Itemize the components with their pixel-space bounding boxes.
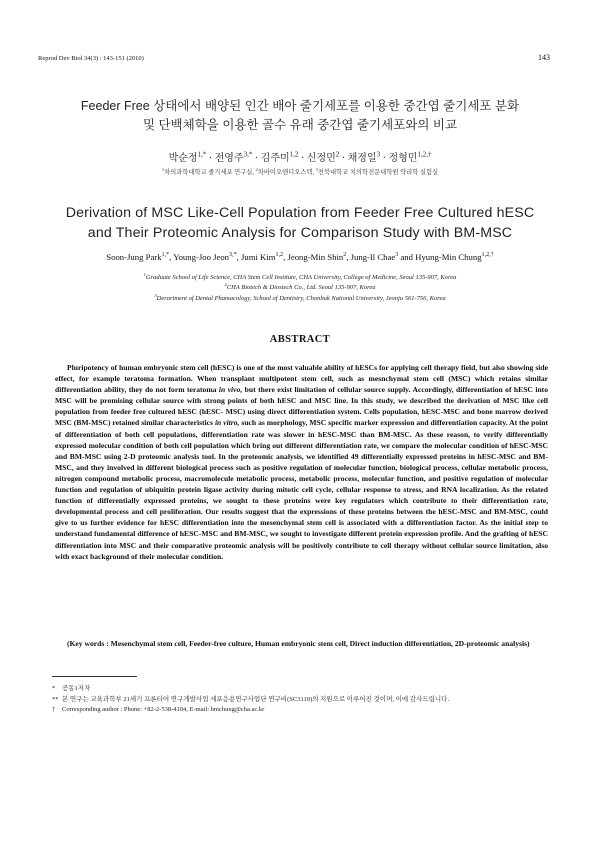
footnote: * 공동1저자 bbox=[52, 685, 91, 692]
english-author: Young-Joo Jeon$^{3,*}$ bbox=[173, 252, 237, 262]
english-affiliations bbox=[30, 273, 570, 304]
english-author-list: Soon-Jung Park$^{1,*}$, Young-Joo Jeon$^{3,*}$, Jumi Kim$^{1,2}$, Jeong-Min Shin$^2$, Jung-Il Chae$^3$ and Hyung-Min Chung$^{1,2,\dagger}$ bbox=[106, 252, 494, 262]
keywords-label: (Key words : bbox=[67, 639, 111, 648]
korean-author: 신정민$^2$ bbox=[306, 150, 340, 164]
english-title bbox=[30, 204, 570, 243]
korean-author: 김주미$^{1,2}$ bbox=[260, 150, 299, 164]
journal-citation: Reprod Dev Biol 34(3) : 143-151 (2010) bbox=[38, 55, 144, 62]
english-author: Jung-Il Chae$^3$ bbox=[350, 252, 399, 262]
affiliation: $^3$Derartment of Dental Phamacology, School of Dentistry, Chonbuk National University, Jeonju 561-756, Korea bbox=[154, 292, 446, 302]
footnote-corresponding-author: † Corresponding author : Phone: +82-2-538-4104, E-mail: hmchung@cha.ac.kr bbox=[52, 706, 265, 714]
abstract-body: Pluripotency of human embryonic stem cell (hESC) is one of the most valuable ability of hESCs for applying cell therapy field, but also showing side effect, for example teratoma formation. When transplant multipotent stem cell, such as mesnchymal stem cell (MSC) which retains similar differentiation ability, they do not form teratoma in vivo, but there exist limitation of cellular source supply. Accordingly, differentiation of hESC into MSC will be promising cellular source with strong points of both hESC and MSC line. In this study, we described the derivation of MSC like cell population from feeder free cultured hESC (hESC- MSC) using direct differentiation system. Cells population, hESC-MSC and bone marrow derived MSC (BM-MSC) retained similar characteristics in vitro, such as morphology, MSC specific marker expression and differentiation capacity. At the point of differentiation of both cell populations, differentiation rate was slower in hESC-MSC than BM-MSC. As these reason, to verify differentially expressed molecular condition of both cell population which bring out different differentiation rate, we compare the molecular condition of hESC-MSC and BM-MSC using 2-D proteomic analysis tool. In the proteomic analysis, we identified 49 differentially expressed proteins in hESC-MSC and BM-MSC, and they involved in different biological process such as positive regulation of molecular function, biological process, cellular metabolic process, nitrogen compound metabolic process, macromolecule metabolic process, metabolic process, molecular function, and positive regulation of molecular function and regulation of ubiquitin protein ligase activity during mitotic cell cycle, cellular response to stress, and RNA localization. As the related function of differentially expressed proteins, we sought to these proteins were key regulators which contribute to their differentiation rate, developmental process and cell proliferation. Our results suggest that the expressions of these proteins between the hESC-MSC and BM-MSC, could give to us further evidence for hESC differentiation into the mesenchymal stem cell is associated with a differentiation factor. As the initial step to understand fundamental difference of hESC-MSC and BM-MSC, we sought to investigate different protein expression profile. And the grafting of hESC differentiation into MSC and their comparative proteomic analysis will be positively contribute to cell therapy without cellular source limitation, also with exact background of their molecular condition. bbox=[55, 363, 549, 561]
english-author: Soon-Jung Park$^{1,*}$ bbox=[106, 252, 170, 262]
korean-author: 박순정$^{1,*}$ bbox=[168, 150, 207, 164]
page-number: 143 bbox=[538, 53, 550, 62]
korean-author: 채정일$^3$ bbox=[347, 150, 381, 164]
english-title-line: and Their Proteomic Analysis for Comparison Study with BM-MSC bbox=[87, 224, 513, 241]
keywords-text: Mesenchymal stem cell, Feeder-free culture, Human embryonic stem cell, Direct induction differentiation, 2D-proteomic analysis) bbox=[110, 639, 530, 648]
footnote-divider bbox=[52, 676, 137, 677]
affiliation: $^1$Graduate School of Life Science, CHA Stem Cell Institute, CHA University, College of Medicine, Seoul 135-907, Korea bbox=[143, 271, 457, 281]
korean-affiliations: $^1$차의과학대학교 줄기세포 연구실, $^2$차바이오앤디오스텍, $^3$전북대학교 치의학전문대학원 약리학 실험실 bbox=[161, 166, 439, 176]
english-title-line: Derivation of MSC Like-Cell Population from Feeder Free Cultured hESC bbox=[65, 205, 535, 221]
korean-author: 전영주$^{3,*}$ bbox=[214, 150, 253, 164]
affiliation: $^2$CHA Biotech & Diostech Co., Ltd. Seoul 135-907, Korea bbox=[224, 282, 376, 292]
keywords bbox=[67, 638, 600, 649]
english-author: Hyung-Min Chung$^{1,2,\dagger}$ bbox=[415, 252, 494, 262]
korean-title-line: Feeder Free 상태에서 배양된 인간 배아 줄기세포를 이용한 중간엽 줄기세포 분화 bbox=[80, 99, 520, 113]
korean-title-line: 및 단백체학을 이용한 골수 유래 중간엽 줄기세포와의 비교 bbox=[142, 118, 458, 132]
english-author: Jumi Kim$^{1,2}$ bbox=[240, 252, 284, 262]
korean-title bbox=[40, 97, 560, 135]
korean-author: 정형민$^{1,2,\dagger}$ bbox=[388, 150, 432, 164]
abstract-heading: ABSTRACT bbox=[269, 334, 331, 345]
footnotes bbox=[52, 684, 552, 716]
english-author: Jeong-Min Shin$^2$ bbox=[287, 252, 347, 262]
korean-author-list: 박순정$^{1,*}$ · 전영주$^{3,*}$ · 김주미$^{1,2}$ · 신정민$^2$ · 채정일$^3$ · 정형민$^{1,2,\dagger}$ bbox=[168, 150, 432, 164]
footnote: ** 본 연구는 교육과학부 21세기 프론티어 연구개발사업 세포응용연구사업단 연구비(SC3110)의 지원으로 이루어진 것이며, 이에 감사드립니다. bbox=[52, 695, 450, 703]
